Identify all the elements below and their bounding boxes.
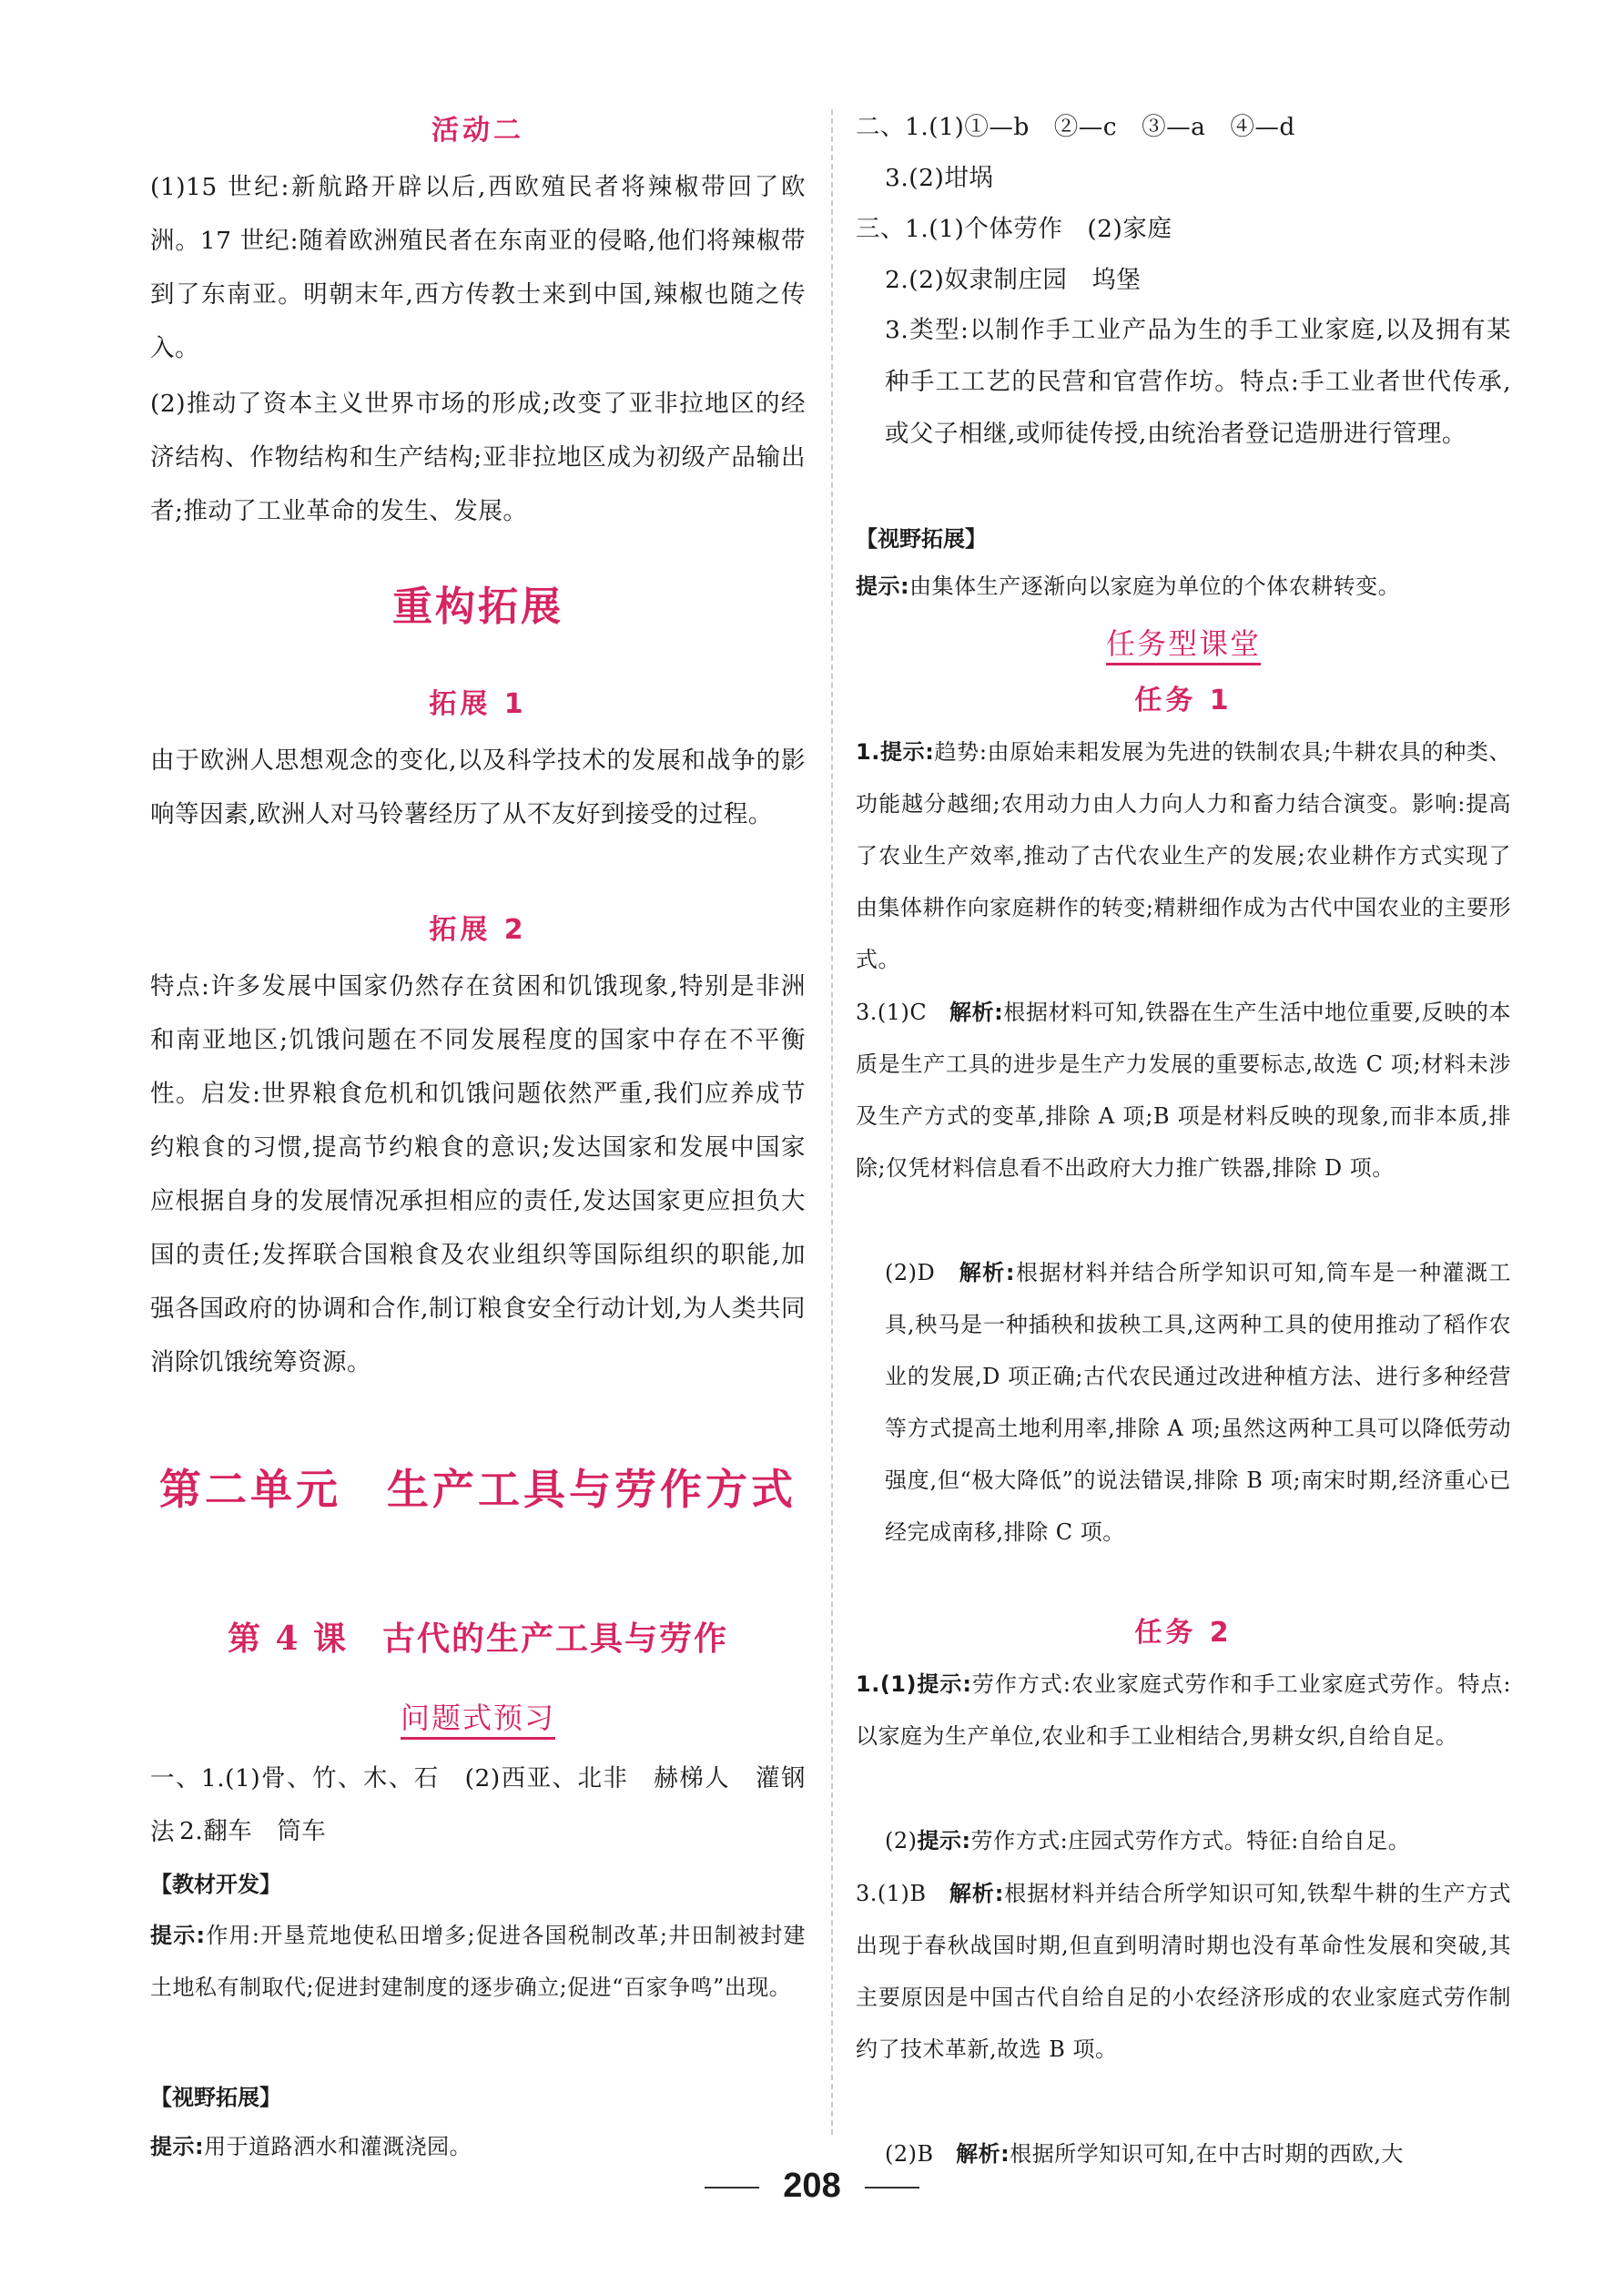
answer-r4: 2.(2)奴隶制庄园 坞堡 xyxy=(885,266,1142,294)
textbook-dev-tag: 【教材开发】 xyxy=(150,1872,281,1897)
hint-label: 提示: xyxy=(150,1923,206,1948)
view-extension-tag: 【视野拓展】 xyxy=(150,2085,281,2110)
view-extension-tag: 【视野拓展】 xyxy=(856,526,987,552)
column-divider xyxy=(831,109,833,2135)
hint-label: 提示: xyxy=(917,1828,971,1853)
answer-r1: 二、1.(1)①—b ②—c ③—a ④—d xyxy=(856,113,1295,141)
answer-line-1: 一、1.(1)骨、竹、木、石 (2)西亚、北非 赫梯人 灌钢法 xyxy=(150,1764,806,1846)
textbook-dev-hint: 提示:作用:开垦荒地使私田增多;促进各国税制改革;井田制被封建土地私有制取代;促进封建制度的逐步确立;促进“百家争鸣”出现。 xyxy=(150,1923,806,2000)
lesson-title: 第 4 课 古代的生产工具与劳作 xyxy=(227,1620,729,1658)
hint-label: 提示: xyxy=(150,2134,205,2159)
view-extension-hint: 提示:用于道路洒水和灌溉浇园。 xyxy=(150,2134,472,2159)
extension-1-heading: 拓展 1 xyxy=(429,688,527,720)
task2-answer-3-2: (2)B 解析:根据所学知识可知,在中古时期的西欧,大 xyxy=(885,2141,1405,2167)
task1-answer-3-2: (2)D 解析:根据材料并结合所学知识可知,筒车是一种灌溉工具,秧马是一种插秧和拔秧工具,这两种工具的使用推动了稻作农业的发展,D 项正确;古代农民通过改进种植方法、进行多种经营等方式提高土地利用率,排除 A 项;虽然这两种工具可以降低劳动强度,但“极大降低”的说法错误,排除 B 项;南宋时期,经济重心已经完成南移,排除 C 项。 xyxy=(885,1260,1511,1545)
task1-answer-1: 1.提示:趋势:由原始耒耜发展为先进的铁制农具;牛耕农具的种类、功能越分越细;农用动力由人力向人力和畜力结合演变。影响:提高了农业生产效率,推动了古代农业生产的发展;农业耕作方式实现了由集体耕作向家庭耕作的转变;精耕细作成为古代中国农业的主要形式。 xyxy=(856,739,1511,972)
rebuild-extension-heading: 重构拓展 xyxy=(392,584,563,630)
page-number: 208 xyxy=(0,2167,1624,2206)
extension-2-heading: 拓展 2 xyxy=(429,914,527,946)
activity2-paragraph-1: (1)15 世纪:新航路开辟以后,西欧殖民者将辣椒带回了欧洲。17 世纪:随着欧洲殖民者在东南亚的侵略,他们将辣椒带到了东南亚。明朝末年,西方传教士来到中国,辣椒也随之传入。 xyxy=(150,173,806,362)
analysis-label: 解析: xyxy=(956,2141,1010,2167)
analysis-label: 解析: xyxy=(949,1000,1004,1025)
analysis-label: 解析: xyxy=(949,1881,1004,1906)
task2-answer-1-1: 1.(1)提示:劳作方式:农业家庭式劳作和手工业家庭式劳作。特点:以家庭为生产单位,农业和手工业相结合,男耕女织,自给自足。 xyxy=(856,1671,1511,1749)
extension-2-text: 特点:许多发展中国家仍然存在贫困和饥饿现象,特别是非洲和南亚地区;饥饿问题在不同发展程度的国家中存在不平衡性。启发:世界粮食危机和饥饿问题依然严重,我们应养成节约粮食的习惯,提高节约粮食的意识;发达国家和发展中国家应根据自身的发展情况承担相应的责任,发达国家更应担负大国的责任;发挥联合国粮食及农业组织等国际组织的职能,加强各国政府的协调和合作,制订粮食安全行动计划,为人类共同消除饥饿统筹资源。 xyxy=(150,972,806,1376)
hint-label: 提示: xyxy=(879,739,935,765)
extension-1-text: 由于欧洲人思想观念的变化,以及科学技术的发展和战争的影响等因素,欧洲人对马铃薯经历了从不友好到接受的过程。 xyxy=(150,746,806,828)
task-2-heading: 任务 2 xyxy=(1134,1617,1233,1649)
answer-r5: 3.类型:以制作手工业产品为生的手工业家庭,以及拥有某种手工工艺的民营和官营作坊。特点:手工业者世代传承,或父子相继,或师徒传授,由统治者登记造册进行管理。 xyxy=(885,316,1511,448)
hint-label: 提示: xyxy=(916,1671,972,1697)
preview-heading: 问题式预习 xyxy=(150,1695,806,1737)
task1-answer-3-1: 3.(1)C 解析:根据材料可知,铁器在生产生活中地位重要,反映的本质是生产工具的进步是生产力发展的重要标志,故选 C 项;材料未涉及生产方式的变革,排除 A 项;B 项是材料反映的现象,而非本质,排除;仅凭材料信息看不出政府大力推广铁器,排除 D 项。 xyxy=(856,1000,1511,1181)
activity2-heading: 活动二 xyxy=(431,115,524,147)
task2-answer-1-2: (2)提示:劳作方式:庄园式劳作方式。特征:自给自足。 xyxy=(885,1828,1411,1853)
hint-label: 提示: xyxy=(856,574,910,599)
analysis-label: 解析: xyxy=(959,1260,1015,1285)
task-classroom-heading: 任务型课堂 xyxy=(856,621,1511,663)
answer-r2: 3.(2)坩埚 xyxy=(885,164,994,192)
task-1-heading: 任务 1 xyxy=(1134,685,1233,716)
task2-answer-3-1: 3.(1)B 解析:根据材料并结合所学知识可知,铁犁牛耕的生产方式出现于春秋战国时期,但直到明清时期也没有革命性发展和突破,其主要原因是中国古代自给自足的小农经济形成的农业家庭式劳作制约了技术革新,故选 B 项。 xyxy=(856,1881,1511,2062)
view-extension-hint: 提示:由集体生产逐渐向以家庭为单位的个体农耕转变。 xyxy=(856,574,1401,599)
answer-r3: 三、1.(1)个体劳作 (2)家庭 xyxy=(856,215,1172,243)
unit-title: 第二单元 生产工具与劳作方式 xyxy=(159,1465,797,1514)
answer-line-2: 2.翻车 筒车 xyxy=(179,1817,327,1845)
activity2-paragraph-2: (2)推动了资本主义世界市场的形成;改变了亚非拉地区的经济结构、作物结构和生产结构;亚非拉地区成为初级产品输出者;推动了工业革命的发生、发展。 xyxy=(150,390,806,525)
